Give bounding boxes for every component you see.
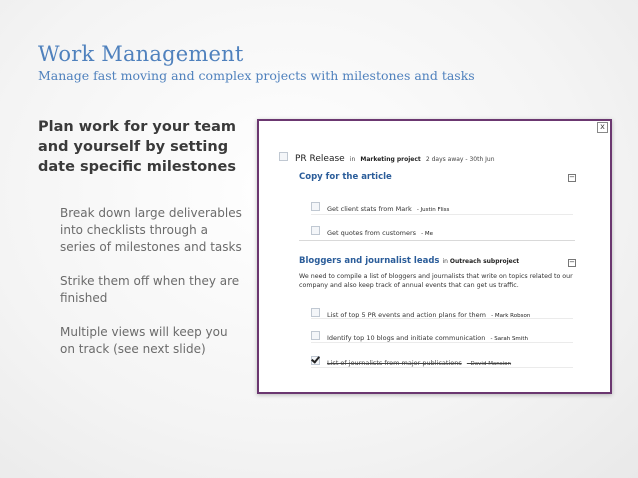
task-text: List of top 5 PR events and action plans for them	[327, 311, 487, 319]
section-title-copy[interactable]	[299, 172, 392, 182]
section-project: Outreach subproject	[449, 258, 520, 265]
divider	[311, 214, 573, 215]
divider	[311, 342, 573, 343]
task-assignee: - Sarah Smith	[490, 336, 528, 342]
task-item	[311, 220, 433, 239]
slide-subtitle: Manage fast moving and complex projects with milestones and tasks	[38, 68, 475, 83]
milestone-panel	[257, 119, 612, 394]
milestone-title[interactable]: PR Release	[295, 154, 345, 164]
task-item	[311, 196, 449, 215]
divider	[311, 318, 573, 319]
bullet-list	[60, 205, 245, 375]
collapse-icon[interactable]: −	[569, 173, 575, 181]
task-checkbox-checked[interactable]	[311, 356, 320, 365]
section-title-label: Bloggers and journalist leads	[299, 256, 440, 266]
close-icon[interactable]: x	[597, 122, 608, 133]
task-checkbox[interactable]	[311, 202, 320, 211]
divider	[311, 367, 573, 368]
slide-heading: Plan work for your team and yourself by setting date specific milestones	[38, 119, 237, 175]
section-title-label: Copy for the article	[299, 172, 392, 182]
task-checkbox[interactable]	[311, 308, 320, 317]
section-in: in	[442, 258, 448, 265]
task-assignee: - Mark Robson	[491, 313, 531, 319]
task-checkbox[interactable]	[311, 331, 320, 340]
task-assignee: - Justin Fliss	[416, 207, 450, 213]
divider	[299, 240, 575, 241]
milestone-due: 2 days away - 30th Jun	[425, 156, 495, 163]
task-text: Get client stats from Mark	[327, 205, 412, 213]
task-text: Get quotes from customers	[327, 229, 417, 237]
task-assignee: - David Mansion	[466, 361, 512, 367]
section-description: We need to compile a list of bloggers and journalists that write on topics related to our company and also keep track of annual events that can get us traffic.	[299, 273, 573, 289]
bullet-item: Break down large deliverables into checklists through a series of milestones and tasks	[60, 206, 242, 254]
bullet-item: Strike them off when they are finished	[60, 274, 240, 305]
task-text: List of journalists from major publications	[327, 359, 462, 367]
milestone-project[interactable]: Marketing project	[360, 156, 421, 163]
bullet-item: Multiple views will keep you on track (see next slide)	[60, 325, 228, 356]
slide-title: Work Management	[38, 42, 244, 66]
task-text: Identify top 10 blogs and initiate communication	[327, 334, 486, 342]
task-checkbox[interactable]	[311, 226, 320, 235]
collapse-icon[interactable]: −	[569, 258, 575, 266]
section-title-bloggers[interactable]	[299, 256, 519, 266]
milestone-in: in	[349, 156, 356, 163]
task-assignee: - Me	[421, 231, 434, 237]
milestone-checkbox[interactable]	[279, 152, 288, 161]
milestone-row	[279, 146, 495, 165]
